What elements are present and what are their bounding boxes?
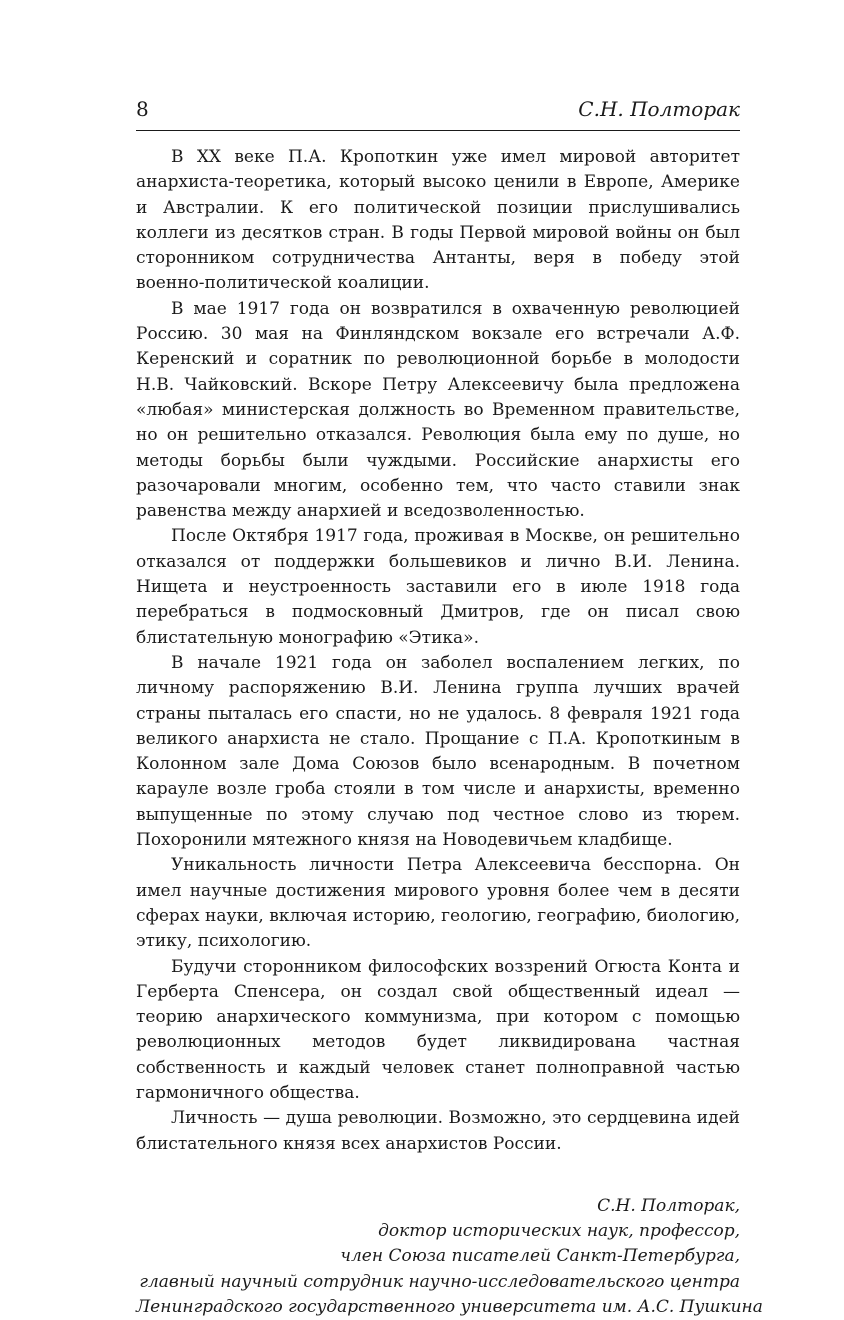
signature-name: С.Н. Полторак,: [597, 1195, 740, 1216]
signature-institution: Ленинградского государственного университета им. А.С. Пушкина: [136, 1297, 763, 1318]
paragraph-5: Уникальность личности Петра Алексеевича бесспорна. Он имел научные достижения мирового уровня более чем в десяти сферах науки, включая историю, геологию, географию, биологию, этику, психологию.: [136, 855, 740, 952]
paragraph-7: Личность — душа революции. Возможно, это сердцевина идей блистательного князя всех анархистов России.: [136, 1108, 740, 1154]
body-text: [136, 145, 740, 1157]
page-number: 8: [136, 97, 149, 121]
header-rule: [136, 130, 740, 131]
running-head-author: С.Н. Полторак: [578, 97, 740, 121]
paragraph-4: В начале 1921 года он заболел воспалением легких, по личному распоряжению В.И. Ленина группа лучших врачей страны пыталась его спасти, но не удалось. 8 февраля 1921 года великого анархиста не стало. Прощание с П.А. Кропоткиным в Колонном зале Дома Союзов было всенародным. В почетном карауле возле гроба стояли в том числе и анархисты, временно выпущенные по этому случаю под честное слово из тюрем. Похоронили мятежного князя на Новодевичьем кладбище.: [136, 652, 740, 851]
paragraph-3: После Октября 1917 года, проживая в Москве, он решительно отказался от поддержки большевиков и лично В.И. Ленина. Нищета и неустроенность заставили его в июле 1918 года перебраться в подмосковный Дмитров, где он писал свою блистательную монографию «Этика».: [136, 526, 740, 648]
page-header: [136, 92, 740, 126]
signature-degree: доктор исторических наук, профессор,: [378, 1221, 740, 1242]
paragraph-1: В XX веке П.А. Кропоткин уже имел мировой авторитет анархиста-теоретика, который высоко ценили в Европе, Америке и Австралии. К его политической позиции прислушивались коллеги из десятков стран. В годы Первой мировой войны он был сторонником сотрудничества Антанты, веря в победу этой военно-политической коалиции.: [136, 147, 740, 294]
author-signature: [136, 1194, 763, 1320]
paragraph-2: В мае 1917 года он возвратился в охваченную революцией Россию. 30 мая на Финляндском вокзале его встречали А.Ф. Керенский и соратник по революционной борьбе в молодости Н.В. Чайковский. Вскоре Петру Алексеевичу была предложена «любая» министерская должность во Временном правительстве, но он решительно отказался. Революция была ему по душе, но методы борьбы были чуждыми. Российские анархисты его разочаровали многим, особенно тем, что часто ставили знак равенства между анархией и вседозволенностью.: [136, 298, 740, 522]
book-page: [136, 92, 763, 1320]
signature-membership: член Союза писателей Санкт-Петербурга,: [340, 1246, 740, 1267]
signature-position: главный научный сотрудник научно-исследовательского центра: [139, 1271, 740, 1292]
paragraph-6: Будучи сторонником философских воззрений Огюста Конта и Герберта Спенсера, он создал свой общественный идеал — теорию анархического коммунизма, при котором с помощью революционных методов будет ликвидирована частная собственность и каждый человек станет полноправной частью гармоничного общества.: [136, 956, 740, 1103]
